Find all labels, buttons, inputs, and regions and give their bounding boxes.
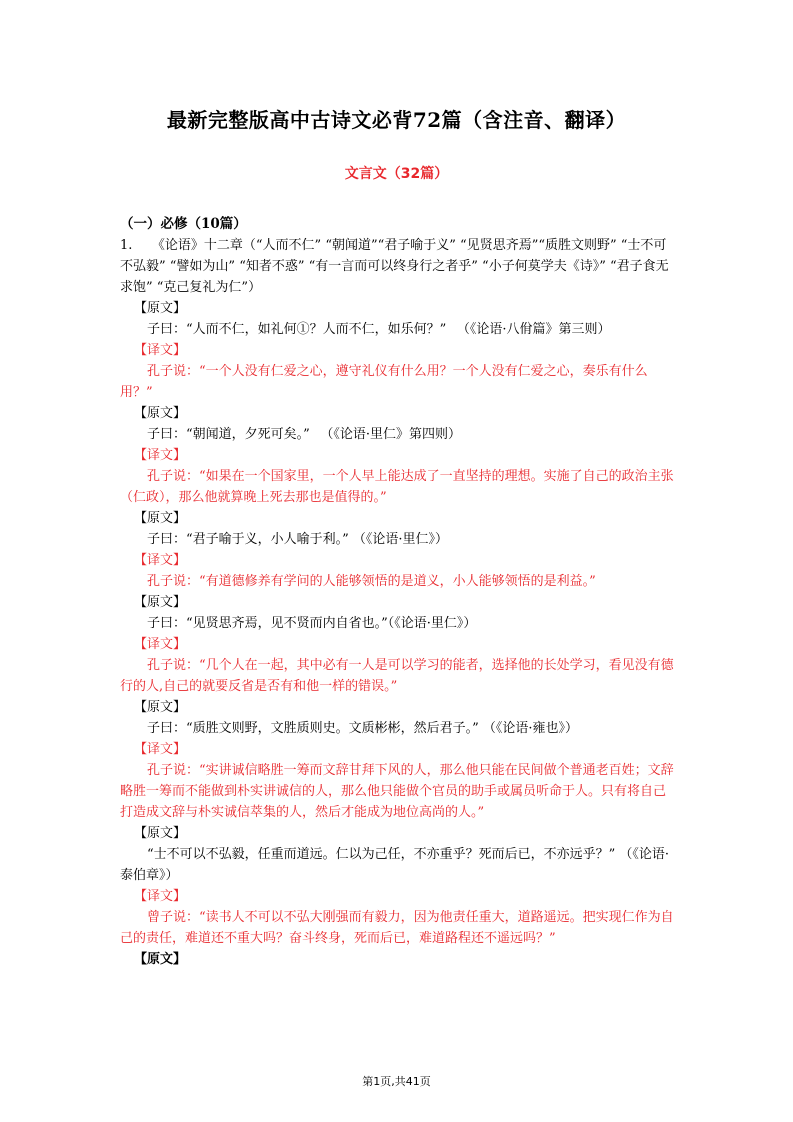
translation-text: 孔子说：“有道德修养有学问的人能够领悟的是道义，小人能够领悟的是利益。” — [147, 574, 596, 589]
section-title: 文言文（32篇） — [344, 166, 449, 182]
original-text: “士不可以不弘毅，任重而道远。仁以为己任，不亦重乎？死而后已，不亦远乎？” （《论语·泰伯章》） — [120, 847, 670, 883]
original-label: 【原文】 — [134, 826, 187, 841]
translation-label: 【译文】 — [134, 343, 187, 358]
translation-text: 孔子说：“如果在一个国家里，一个人早上能达成了一直坚持的理想。实施了自己的政治主张（仁政），那么他就算晚上死去那也是值得的。” — [120, 469, 674, 505]
translation-text: 曾子说：“读书人不可以不弘大刚强而有毅力，因为他责任重大，道路遥远。把实现仁作为自己的责任，难道还不重大吗？奋斗终身，死而后已，难道路程还不遥远吗？” — [120, 910, 674, 946]
original-label: 【原文】 — [134, 595, 187, 610]
original-label: 【原文】 — [134, 406, 187, 421]
original-label: 【原文】 — [134, 301, 187, 316]
document-body — [120, 214, 676, 970]
item-title: 1. 《论语》十二章（“人而不仁” “朝闻道”“君子喻于义” “见贤思齐焉”“质胜文则野” “士不可不弘毅” “譬如为山” “知者不惑” “有一言而可以终身行之者乎” “小子何莫学夫《诗》” “君子食无求饱” “克己复礼为仁”） — [120, 238, 669, 295]
original-text: 子曰：“见贤思齐焉，见不贤而内自省也。”（《论语·里仁》） — [147, 616, 477, 631]
original-label: 【原文】 — [134, 511, 187, 526]
original-text: 子曰：“君子喻于义，小人喻于利。” （《论语·里仁》） — [147, 532, 449, 547]
translation-text: 孔子说：“一个人没有仁爱之心，遵守礼仪有什么用？一个人没有仁爱之心，奏乐有什么用？” — [120, 364, 648, 400]
original-label: 【原文】 — [134, 952, 187, 967]
translation-text: 孔子说：“实讲诚信略胜一筹而文辞甘拜下风的人，那么他只能在民间做个普通老百姓；文辞略胜一筹而不能做到朴实讲诚信的人，那么他只能做个官员的助手或属员听命于人。只有将自己打造成文辞与朴实诚信萃集的人，然后才能成为地位高尚的人。” — [120, 763, 674, 820]
page-title: 最新完整版高中古诗文必背72篇（含注音、翻译） — [166, 108, 627, 132]
original-label: 【原文】 — [134, 700, 187, 715]
translation-label: 【译文】 — [134, 448, 187, 463]
subsection-title: （一）必修（10篇） — [120, 216, 247, 232]
translation-label: 【译文】 — [134, 889, 187, 904]
page-footer: 第1页,共41页 — [362, 1075, 431, 1088]
translation-text: 孔子说：“几个人在一起，其中必有一人是可以学习的能者，选择他的长处学习，看见没有德行的人,自己的就要反省是否有和他一样的错误。” — [120, 658, 674, 694]
original-text: 子曰：“质胜文则野，文胜质则史。文质彬彬，然后君子。” （《论语·雍也》） — [147, 721, 579, 736]
original-text: 子曰：“朝闻道，夕死可矣。” （《论语·里仁》第四则） — [147, 427, 462, 442]
translation-label: 【译文】 — [134, 553, 187, 568]
translation-label: 【译文】 — [134, 637, 187, 652]
original-text: 子曰：“人而不仁，如礼何①？人而不仁，如乐何？” （《论语·八佾篇》第三则） — [147, 322, 611, 337]
translation-label: 【译文】 — [134, 742, 187, 757]
